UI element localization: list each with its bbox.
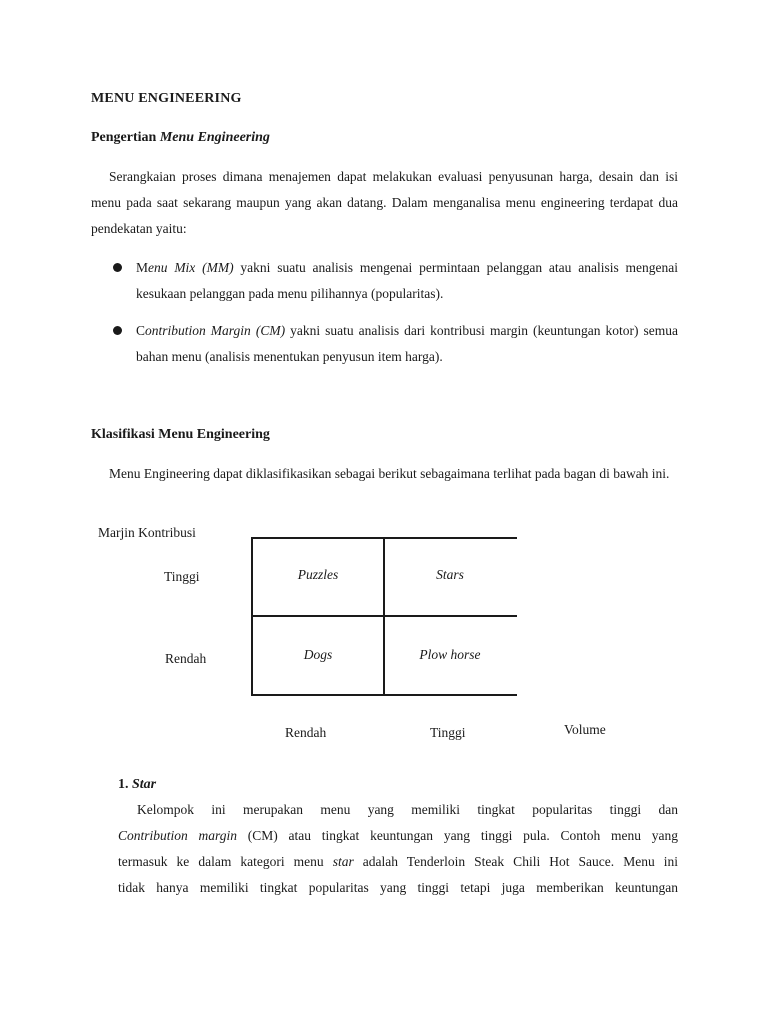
klasifikasi-paragraph: Menu Engineering dapat diklasifikasikan sebagai berikut sebagaimana terlihat pada bagan di bawah ini. bbox=[109, 466, 670, 481]
cell-puzzles: Puzzles bbox=[297, 567, 339, 582]
line-italic: Contribution margin bbox=[118, 828, 238, 843]
section-heading-pengertian bbox=[91, 130, 270, 146]
matrix-left-line bbox=[251, 537, 253, 696]
bullet-dot bbox=[113, 326, 122, 335]
section-number: 1. bbox=[118, 777, 129, 792]
y-label-high: Tinggi bbox=[164, 569, 200, 584]
bullet-lead-italic: ontribution Margin (CM) bbox=[145, 323, 286, 338]
y-label-low: Rendah bbox=[165, 651, 207, 666]
section-heading-klasifikasi: Klasifikasi Menu Engineering bbox=[91, 427, 270, 442]
document-title: MENU ENGINEERING bbox=[91, 91, 242, 106]
x-label-high: Tinggi bbox=[430, 725, 466, 740]
heading-italic: Menu Engineering bbox=[159, 130, 270, 145]
line-text: Kelompok ini merupakan menu yang memiliki tingkat popularitas tinggi dan bbox=[137, 802, 678, 817]
bullet-lead-plain: C bbox=[136, 323, 146, 338]
matrix-center-line bbox=[383, 537, 385, 696]
bullet-text: yakni suatu analisis mengenai permintaan pelanggan atau analisis mengenai kesukaan pelanggan pada menu pilihannya (popularitas). bbox=[136, 260, 678, 301]
star-para-line-2 bbox=[118, 823, 678, 849]
y-axis-label: Marjin Kontribusi bbox=[98, 525, 196, 540]
bullet-text: yakni suatu analisis dari kontribusi margin (keuntungan kotor) semua bahan menu (analisis menentukan penyusun item harga). bbox=[136, 323, 678, 364]
x-axis-label: Volume bbox=[564, 722, 606, 737]
section-1-heading bbox=[118, 777, 156, 793]
line-text: adalah Tenderloin Steak Chili Hot Sauce. Menu ini bbox=[353, 854, 679, 869]
bullet-lead-italic: enu Mix (MM) bbox=[148, 260, 234, 275]
line-italic: star bbox=[332, 854, 354, 869]
line-text: tidak hanya memiliki tingkat popularitas yang tinggi tetapi juga memberikan keuntungan bbox=[118, 880, 678, 895]
bullet-dot bbox=[113, 263, 122, 272]
star-para-line-3 bbox=[118, 849, 678, 875]
x-label-low: Rendah bbox=[285, 725, 327, 740]
star-para-line-1 bbox=[118, 797, 678, 823]
bullet-item-menu-mix bbox=[136, 255, 678, 307]
line-text: (CM) atau tingkat keuntungan yang tinggi pula. Contoh menu yang bbox=[237, 828, 678, 843]
section-title: Star bbox=[132, 777, 157, 792]
cell-stars: Stars bbox=[436, 567, 464, 582]
intro-paragraph: Serangkaian proses dimana menajemen dapat melakukan evaluasi penyusunan harga, desain dan isi menu pada saat sekarang maupun yang akan datang. Dalam menganalisa menu engineering terdapat dua pendekatan yaitu: bbox=[91, 169, 678, 236]
heading-plain: Pengertian bbox=[91, 130, 160, 145]
bullet-item-contribution-margin bbox=[136, 318, 678, 370]
line-text: termasuk ke dalam kategori menu bbox=[118, 854, 333, 869]
cell-dogs: Dogs bbox=[303, 647, 333, 662]
star-para-line-4 bbox=[118, 875, 678, 901]
bullet-lead-plain: M bbox=[136, 260, 149, 275]
cell-plow-horse: Plow horse bbox=[419, 647, 481, 662]
